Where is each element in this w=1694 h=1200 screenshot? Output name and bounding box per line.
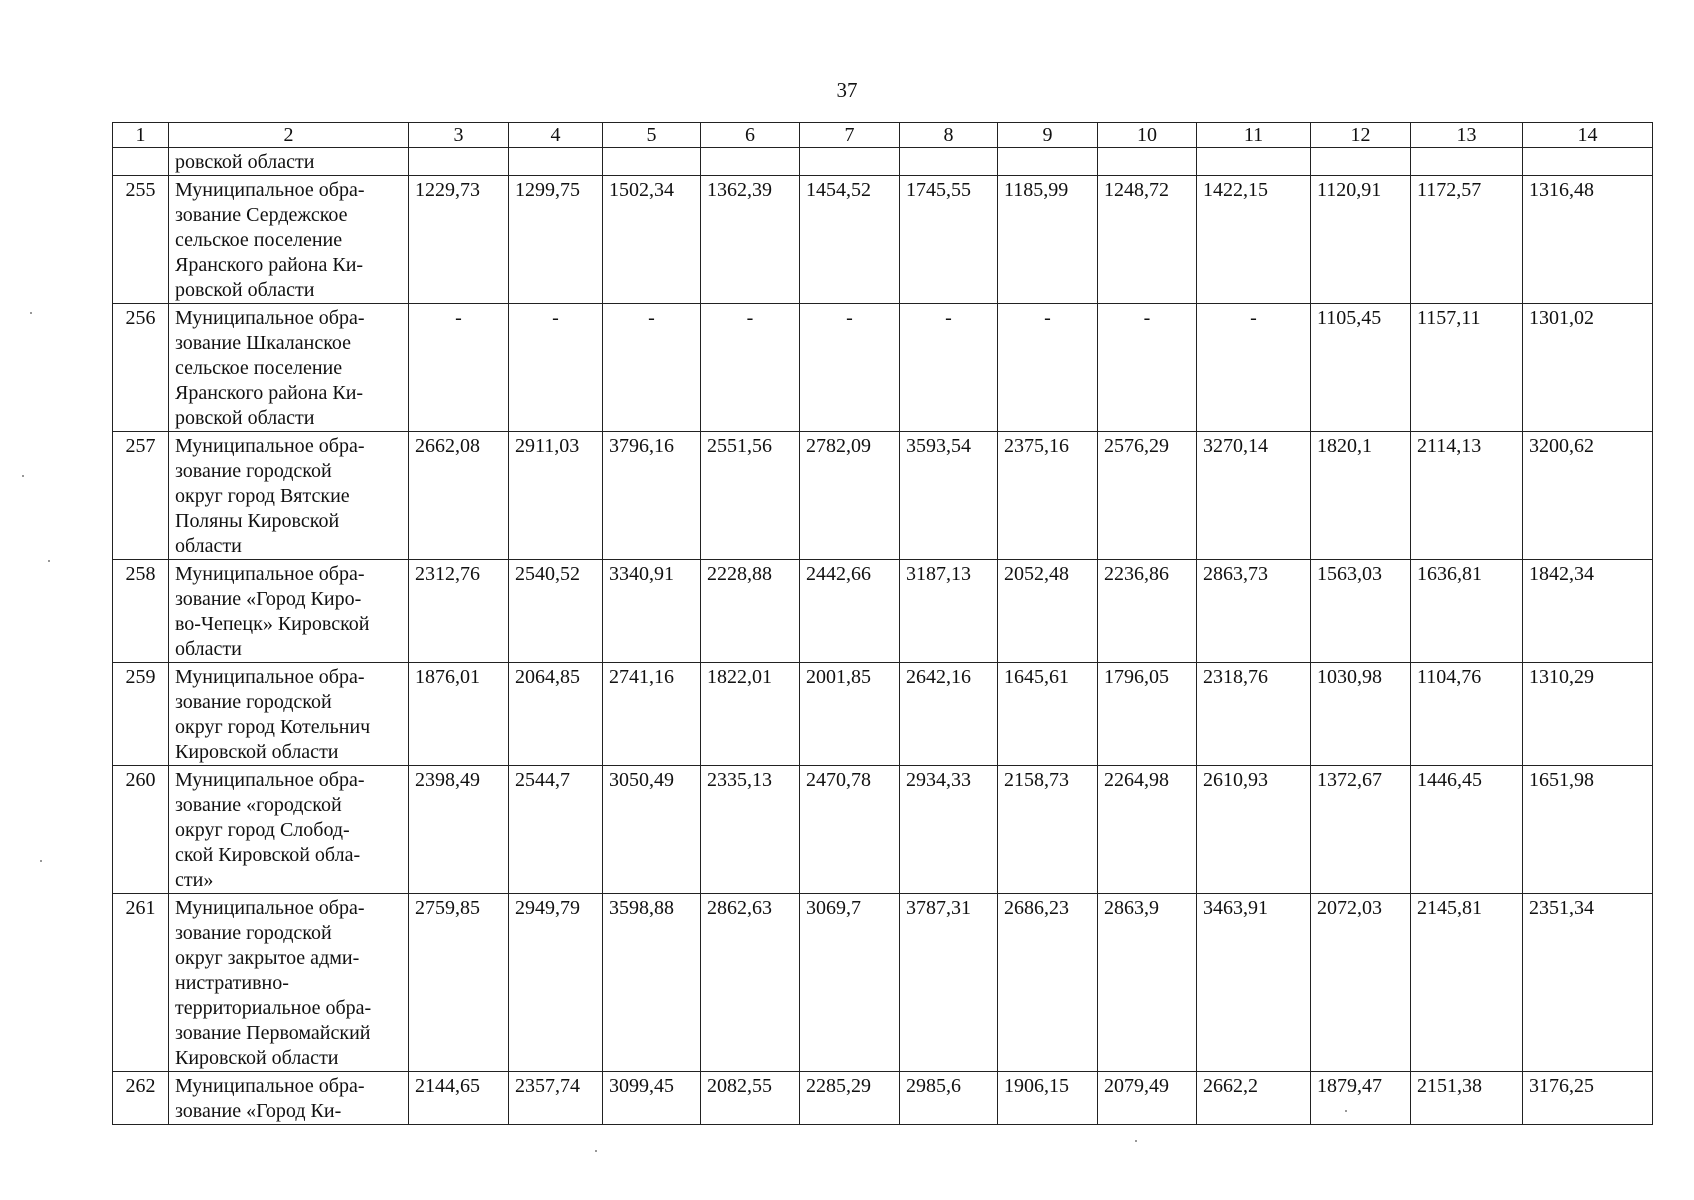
value-cell: 1030,98: [1311, 663, 1411, 766]
table-row: [113, 766, 1653, 894]
value-cell: 3187,13: [900, 560, 998, 663]
value-cell: 1120,91: [1311, 176, 1411, 304]
value-cell: 1454,52: [800, 176, 900, 304]
value-cell: 1248,72: [1098, 176, 1197, 304]
value-cell: 2001,85: [800, 663, 900, 766]
table-row: [113, 663, 1653, 766]
value-cell: 2114,13: [1411, 432, 1523, 560]
municipality-name-line: Яранского района Ки-: [175, 254, 364, 276]
municipality-name-line: Муниципальное обра-: [175, 563, 365, 585]
municipality-name: [169, 1072, 409, 1125]
municipality-name-line: Кировской области: [175, 741, 339, 763]
municipality-name-line: области: [175, 535, 242, 557]
value-cell: 1906,15: [998, 1072, 1098, 1125]
value-cell: 2551,56: [701, 432, 800, 560]
value-cell: 2398,49: [409, 766, 509, 894]
column-header-13: 13: [1411, 123, 1523, 148]
municipality-name-line: Муниципальное обра-: [175, 666, 365, 688]
scan-speck: [48, 560, 50, 562]
municipality-name-line: нистративно-: [175, 972, 289, 994]
column-header-6: 6: [701, 123, 800, 148]
value-cell: 1299,75: [509, 176, 603, 304]
column-header-8: 8: [900, 123, 998, 148]
header-row: [113, 123, 1653, 148]
value-cell: 3176,25: [1523, 1072, 1653, 1125]
value-cell: 2544,7: [509, 766, 603, 894]
municipality-name-line: Поляны Кировской: [175, 510, 340, 532]
municipality-name-line: зование Первомайский: [175, 1022, 371, 1044]
column-header-11: 11: [1197, 123, 1311, 148]
value-cell: 1362,39: [701, 176, 800, 304]
value-cell: 3787,31: [900, 894, 998, 1072]
value-cell: 1104,76: [1411, 663, 1523, 766]
column-header-10: 10: [1098, 123, 1197, 148]
value-cell: 3796,16: [603, 432, 701, 560]
value-cell: 2862,63: [701, 894, 800, 1072]
value-cell: 1820,1: [1311, 432, 1411, 560]
value-cell: 2642,16: [900, 663, 998, 766]
value-cell: 1651,98: [1523, 766, 1653, 894]
value-cell: 2540,52: [509, 560, 603, 663]
column-header-2: 2: [169, 123, 409, 148]
scan-speck: [595, 1150, 597, 1152]
value-cell: 1422,15: [1197, 176, 1311, 304]
value-cell: 1229,73: [409, 176, 509, 304]
value-cell: 2228,88: [701, 560, 800, 663]
table-row: [113, 304, 1653, 432]
value-cell: 2375,16: [998, 432, 1098, 560]
value-cell: 2576,29: [1098, 432, 1197, 560]
continuation-text: ровской области: [169, 148, 409, 176]
municipality-name: [169, 894, 409, 1072]
value-cell: 1316,48: [1523, 176, 1653, 304]
municipality-name-line: Яранского района Ки-: [175, 382, 364, 404]
value-cell: 1645,61: [998, 663, 1098, 766]
value-cell: 3463,91: [1197, 894, 1311, 1072]
scan-speck: [1345, 1110, 1347, 1112]
value-cell: -: [1197, 304, 1311, 432]
scan-speck: [22, 475, 24, 477]
continuation-row: [113, 148, 1653, 176]
municipality-name-line: округ закрытое адми-: [175, 947, 360, 969]
value-cell: 2064,85: [509, 663, 603, 766]
value-cell: 2863,9: [1098, 894, 1197, 1072]
value-cell: 2949,79: [509, 894, 603, 1072]
row-number: 261: [113, 894, 169, 1072]
municipality-name-line: зование «Город Киро-: [175, 588, 362, 610]
value-cell: 3598,88: [603, 894, 701, 1072]
value-cell: 2052,48: [998, 560, 1098, 663]
column-header-7: 7: [800, 123, 900, 148]
column-header-14: 14: [1523, 123, 1653, 148]
value-cell: 2934,33: [900, 766, 998, 894]
municipality-name-line: Муниципальное обра-: [175, 1075, 365, 1097]
table-row: [113, 432, 1653, 560]
cell-num: [113, 148, 169, 176]
value-cell: 1301,02: [1523, 304, 1653, 432]
municipality-name-line: зование городской: [175, 922, 332, 944]
value-cell: 2686,23: [998, 894, 1098, 1072]
value-cell: 1876,01: [409, 663, 509, 766]
value-cell: 1310,29: [1523, 663, 1653, 766]
table-row: [113, 176, 1653, 304]
value-cell: 1157,11: [1411, 304, 1523, 432]
municipality-name-line: сти»: [175, 869, 214, 891]
value-cell: 3099,45: [603, 1072, 701, 1125]
value-cell: 2145,81: [1411, 894, 1523, 1072]
scan-speck: [1135, 1140, 1137, 1142]
value-cell: 1745,55: [900, 176, 998, 304]
data-table: [112, 122, 1653, 1125]
municipality-name-line: Муниципальное обра-: [175, 307, 365, 329]
value-cell: 2911,03: [509, 432, 603, 560]
value-cell: 2236,86: [1098, 560, 1197, 663]
value-cell: 2357,74: [509, 1072, 603, 1125]
value-cell: 2264,98: [1098, 766, 1197, 894]
scan-speck: [40, 860, 42, 862]
value-cell: 2351,34: [1523, 894, 1653, 1072]
municipality-name-line: во-Чепецк» Кировской: [175, 613, 370, 635]
municipality-name-line: территориальное обра-: [175, 997, 372, 1019]
value-cell: 1636,81: [1411, 560, 1523, 663]
row-number: 260: [113, 766, 169, 894]
value-cell: 2662,2: [1197, 1072, 1311, 1125]
municipality-name-line: ровской области: [175, 279, 315, 301]
municipality-name-line: области: [175, 638, 242, 660]
municipality-name-line: зование «Город Ки-: [175, 1100, 342, 1122]
scan-speck: [30, 312, 32, 314]
municipality-name-line: зование Шкаланское: [175, 332, 352, 354]
row-number: 257: [113, 432, 169, 560]
value-cell: 3200,62: [1523, 432, 1653, 560]
value-cell: 1185,99: [998, 176, 1098, 304]
municipality-name: [169, 663, 409, 766]
page-number: 37: [836, 78, 858, 102]
value-cell: 2470,78: [800, 766, 900, 894]
municipality-name: [169, 766, 409, 894]
value-cell: -: [603, 304, 701, 432]
municipality-name-line: сельское поселение: [175, 357, 343, 379]
value-cell: 2144,65: [409, 1072, 509, 1125]
column-header-4: 4: [509, 123, 603, 148]
value-cell: 1822,01: [701, 663, 800, 766]
table-row: [113, 560, 1653, 663]
municipality-name-line: зование Сердежское: [175, 204, 348, 226]
table-row: [113, 1072, 1653, 1125]
value-cell: 2151,38: [1411, 1072, 1523, 1125]
row-number: 262: [113, 1072, 169, 1125]
value-cell: 3340,91: [603, 560, 701, 663]
value-cell: 2759,85: [409, 894, 509, 1072]
value-cell: 3270,14: [1197, 432, 1311, 560]
column-header-3: 3: [409, 123, 509, 148]
municipality-name-line: округ город Вятские: [175, 485, 350, 507]
value-cell: -: [800, 304, 900, 432]
value-cell: 2662,08: [409, 432, 509, 560]
value-cell: 2782,09: [800, 432, 900, 560]
value-cell: 2335,13: [701, 766, 800, 894]
municipality-name-line: зование городской: [175, 691, 332, 713]
value-cell: -: [998, 304, 1098, 432]
value-cell: 2079,49: [1098, 1072, 1197, 1125]
value-cell: 1796,05: [1098, 663, 1197, 766]
municipality-name-line: ской Кировской обла-: [175, 844, 361, 866]
municipality-name-line: округ город Котельнич: [175, 716, 371, 738]
value-cell: 1172,57: [1411, 176, 1523, 304]
municipality-name: [169, 560, 409, 663]
value-cell: 1842,34: [1523, 560, 1653, 663]
value-cell: 1446,45: [1411, 766, 1523, 894]
value-cell: 1105,45: [1311, 304, 1411, 432]
value-cell: 2072,03: [1311, 894, 1411, 1072]
column-header-1: 1: [113, 123, 169, 148]
value-cell: -: [900, 304, 998, 432]
value-cell: 3593,54: [900, 432, 998, 560]
value-cell: 1502,34: [603, 176, 701, 304]
value-cell: 2863,73: [1197, 560, 1311, 663]
municipality-name-line: Муниципальное обра-: [175, 435, 365, 457]
municipality-name-line: ровской области: [175, 407, 315, 429]
value-cell: 2285,29: [800, 1072, 900, 1125]
value-cell: 3050,49: [603, 766, 701, 894]
value-cell: 2318,76: [1197, 663, 1311, 766]
municipality-name-line: Кировской области: [175, 1047, 339, 1069]
value-cell: 2158,73: [998, 766, 1098, 894]
value-cell: 2610,93: [1197, 766, 1311, 894]
municipality-name-line: Муниципальное обра-: [175, 897, 365, 919]
value-cell: -: [509, 304, 603, 432]
row-number: 256: [113, 304, 169, 432]
municipality-name-line: зование городской: [175, 460, 332, 482]
row-number: 258: [113, 560, 169, 663]
value-cell: 2312,76: [409, 560, 509, 663]
municipality-name-line: округ город Слобод-: [175, 819, 350, 841]
column-header-5: 5: [603, 123, 701, 148]
value-cell: -: [701, 304, 800, 432]
municipality-name: [169, 176, 409, 304]
column-header-12: 12: [1311, 123, 1411, 148]
municipality-name-line: сельское поселение: [175, 229, 343, 251]
value-cell: 2985,6: [900, 1072, 998, 1125]
row-number: 255: [113, 176, 169, 304]
column-header-9: 9: [998, 123, 1098, 148]
municipality-name-line: Муниципальное обра-: [175, 179, 365, 201]
row-number: 259: [113, 663, 169, 766]
table-row: [113, 894, 1653, 1072]
value-cell: 2082,55: [701, 1072, 800, 1125]
value-cell: 2741,16: [603, 663, 701, 766]
value-cell: 1563,03: [1311, 560, 1411, 663]
value-cell: -: [409, 304, 509, 432]
value-cell: 2442,66: [800, 560, 900, 663]
municipality-name-line: зование «городской: [175, 794, 342, 816]
municipality-name-line: Муниципальное обра-: [175, 769, 365, 791]
value-cell: 1372,67: [1311, 766, 1411, 894]
value-cell: 3069,7: [800, 894, 900, 1072]
municipality-name: [169, 304, 409, 432]
value-cell: -: [1098, 304, 1197, 432]
value-cell: 1879,47: [1311, 1072, 1411, 1125]
municipality-name: [169, 432, 409, 560]
